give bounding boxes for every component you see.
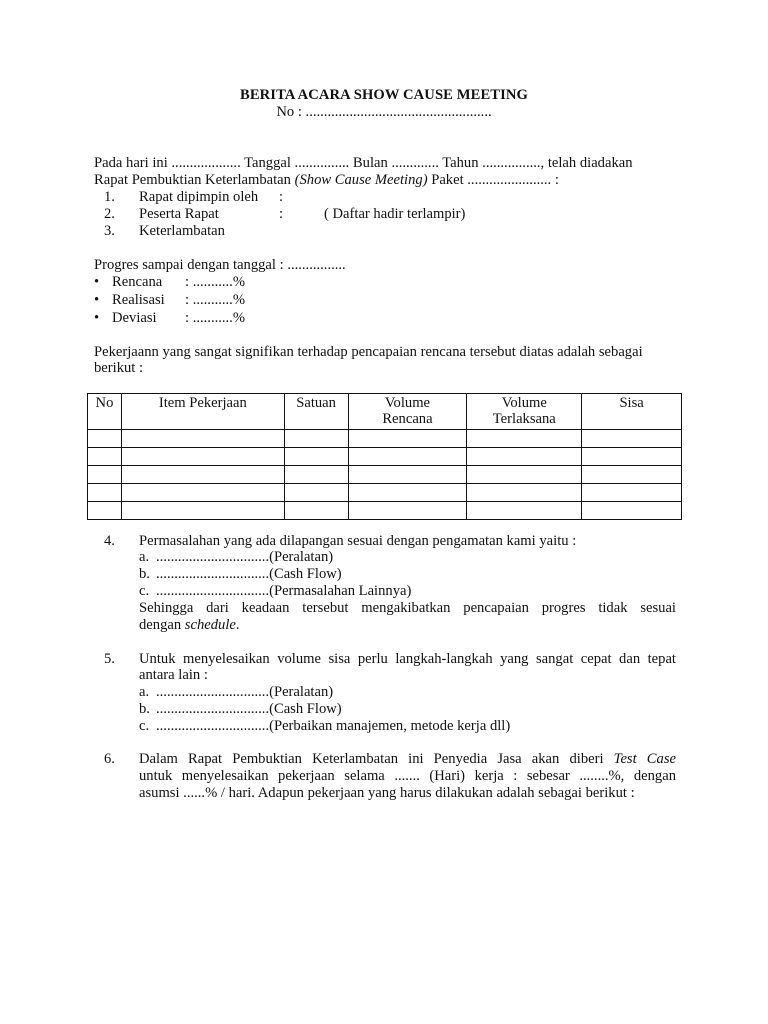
item-4-number: 4. [104, 533, 115, 549]
table-cell [582, 484, 682, 502]
table-cell [88, 484, 122, 502]
intro-line-2-italic: (Show Cause Meeting) [294, 172, 428, 188]
document-title: BERITA ACARA SHOW CAUSE MEETING [239, 87, 528, 103]
table-cell [348, 484, 467, 502]
item-number: 2. [104, 206, 115, 222]
table-cell [467, 430, 582, 448]
item-5-sub-letter: c. [139, 718, 150, 734]
item-number: 3. [104, 223, 115, 239]
progress-label: Realisasi [112, 292, 165, 308]
table-cell [348, 502, 467, 520]
table-cell [88, 502, 122, 520]
header-sisa: Sisa [582, 394, 682, 430]
table-cell [121, 466, 284, 484]
item-4-conclusion-line-2: dengan schedule. [139, 617, 240, 633]
item-5-sub-letter: b. [139, 701, 150, 717]
item-4-conclusion-line-1: Sehingga dari keadaan tersebut mengakibatkan pencapaian progres tidak sesuai [139, 600, 676, 616]
table-cell [284, 430, 348, 448]
item-label: Peserta Rapat [139, 206, 219, 222]
table-cell [88, 448, 122, 466]
item-6-line-1: Dalam Rapat Pembuktian Keterlambatan ini Penyedia Jasa akan diberi Test Case [139, 751, 676, 767]
bullet-icon: • [94, 310, 100, 326]
table-row [88, 448, 682, 466]
item-5-sub-letter: a. [139, 684, 150, 700]
item-label: Rapat dipimpin oleh [139, 189, 259, 205]
table-cell [121, 430, 284, 448]
header-item-pekerjaan: Item Pekerjaan [121, 394, 284, 430]
table-row [88, 502, 682, 520]
table-cell [284, 466, 348, 484]
item-colon: : [279, 206, 284, 222]
table-cell [121, 502, 284, 520]
header-volume-rencana: Volume Rencana [348, 394, 467, 430]
intro-line-2 [94, 172, 559, 189]
intro-line-1: Pada hari ini ................... Tanggal ............... Bulan ............. Tahun ................, telah diadakan [94, 155, 633, 171]
table-cell [582, 502, 682, 520]
item-4-sub-text: ...............................(Cash Flow) [156, 566, 342, 582]
table-cell [582, 448, 682, 466]
table-cell [467, 448, 582, 466]
table-cell [348, 430, 467, 448]
table-cell [121, 484, 284, 502]
table-cell [348, 448, 467, 466]
item-6-number: 6. [104, 751, 115, 767]
table-cell [582, 430, 682, 448]
item-5-sub-text: ...............................(Peralatan) [156, 684, 334, 700]
progress-label: Rencana [112, 274, 163, 290]
table-cell [284, 448, 348, 466]
item-4-text: Permasalahan yang ada dilapangan sesuai dengan pengamatan kami yaitu : [139, 533, 577, 549]
header-no: No [88, 394, 122, 430]
progress-value: : ...........% [185, 310, 245, 326]
header-satuan: Satuan [284, 394, 348, 430]
table-cell [348, 466, 467, 484]
item-value: ( Daftar hadir terlampir) [324, 206, 466, 222]
table-row [88, 484, 682, 502]
progress-heading: Progres sampai dengan tanggal : ................ [94, 257, 346, 273]
table-body [88, 430, 682, 520]
progress-label: Deviasi [112, 310, 157, 326]
progress-value: : ...........% [185, 292, 245, 308]
item-4-sub-letter: a. [139, 549, 150, 565]
item-colon: : [279, 189, 284, 205]
item-5-number: 5. [104, 651, 115, 667]
item-5-sub-text: ...............................(Cash Flow) [156, 701, 342, 717]
table-header-row [88, 394, 682, 430]
item-5-line-1: Untuk menyelesaikan volume sisa perlu langkah-langkah yang sangat cepat dan tepat [139, 651, 676, 667]
table-cell [284, 502, 348, 520]
item-4-sub-letter: c. [139, 583, 150, 599]
pekerjaan-table [87, 393, 682, 520]
progress-value: : ...........% [185, 274, 245, 290]
pekerjaan-intro-line-2: berikut : [94, 360, 144, 376]
table-row [88, 466, 682, 484]
header-volume-terlaksana: Volume Terlaksana [467, 394, 582, 430]
intro-line-2-text: Rapat Pembuktian Keterlambatan [94, 172, 295, 188]
pekerjaan-intro-line-1: Pekerjaann yang sangat signifikan terhadap pencapaian rencana tersebut diatas adalah sebagai [94, 344, 643, 360]
table-cell [121, 448, 284, 466]
item-label: Keterlambatan [139, 223, 225, 239]
item-4-sub-text: ...............................(Permasalahan Lainnya) [156, 583, 412, 599]
table-cell [467, 484, 582, 502]
table-cell [284, 484, 348, 502]
item-4-sub-text: ...............................(Peralatan) [156, 549, 334, 565]
document-number: No : ................................................... [276, 104, 492, 120]
bullet-icon: • [94, 274, 100, 290]
table-cell [467, 466, 582, 484]
item-number: 1. [104, 189, 115, 205]
table-cell [88, 430, 122, 448]
table-cell [582, 466, 682, 484]
item-6-line-2: untuk menyelesaikan pekerjaan selama ....... (Hari) kerja : sebesar ........%, dengan [139, 768, 676, 784]
table-cell [467, 502, 582, 520]
table-cell [88, 466, 122, 484]
item-6-line-3: asumsi ......% / hari. Adapun pekerjaan yang harus dilakukan adalah sebagai berikut : [139, 785, 635, 801]
item-5-line-2: antara lain : [139, 667, 208, 683]
bullet-icon: • [94, 292, 100, 308]
intro-line-2-paket: Paket ....................... : [427, 172, 559, 188]
item-5-sub-text: ...............................(Perbaikan manajemen, metode kerja dll) [156, 718, 511, 734]
item-4-sub-letter: b. [139, 566, 150, 582]
table-row [88, 430, 682, 448]
